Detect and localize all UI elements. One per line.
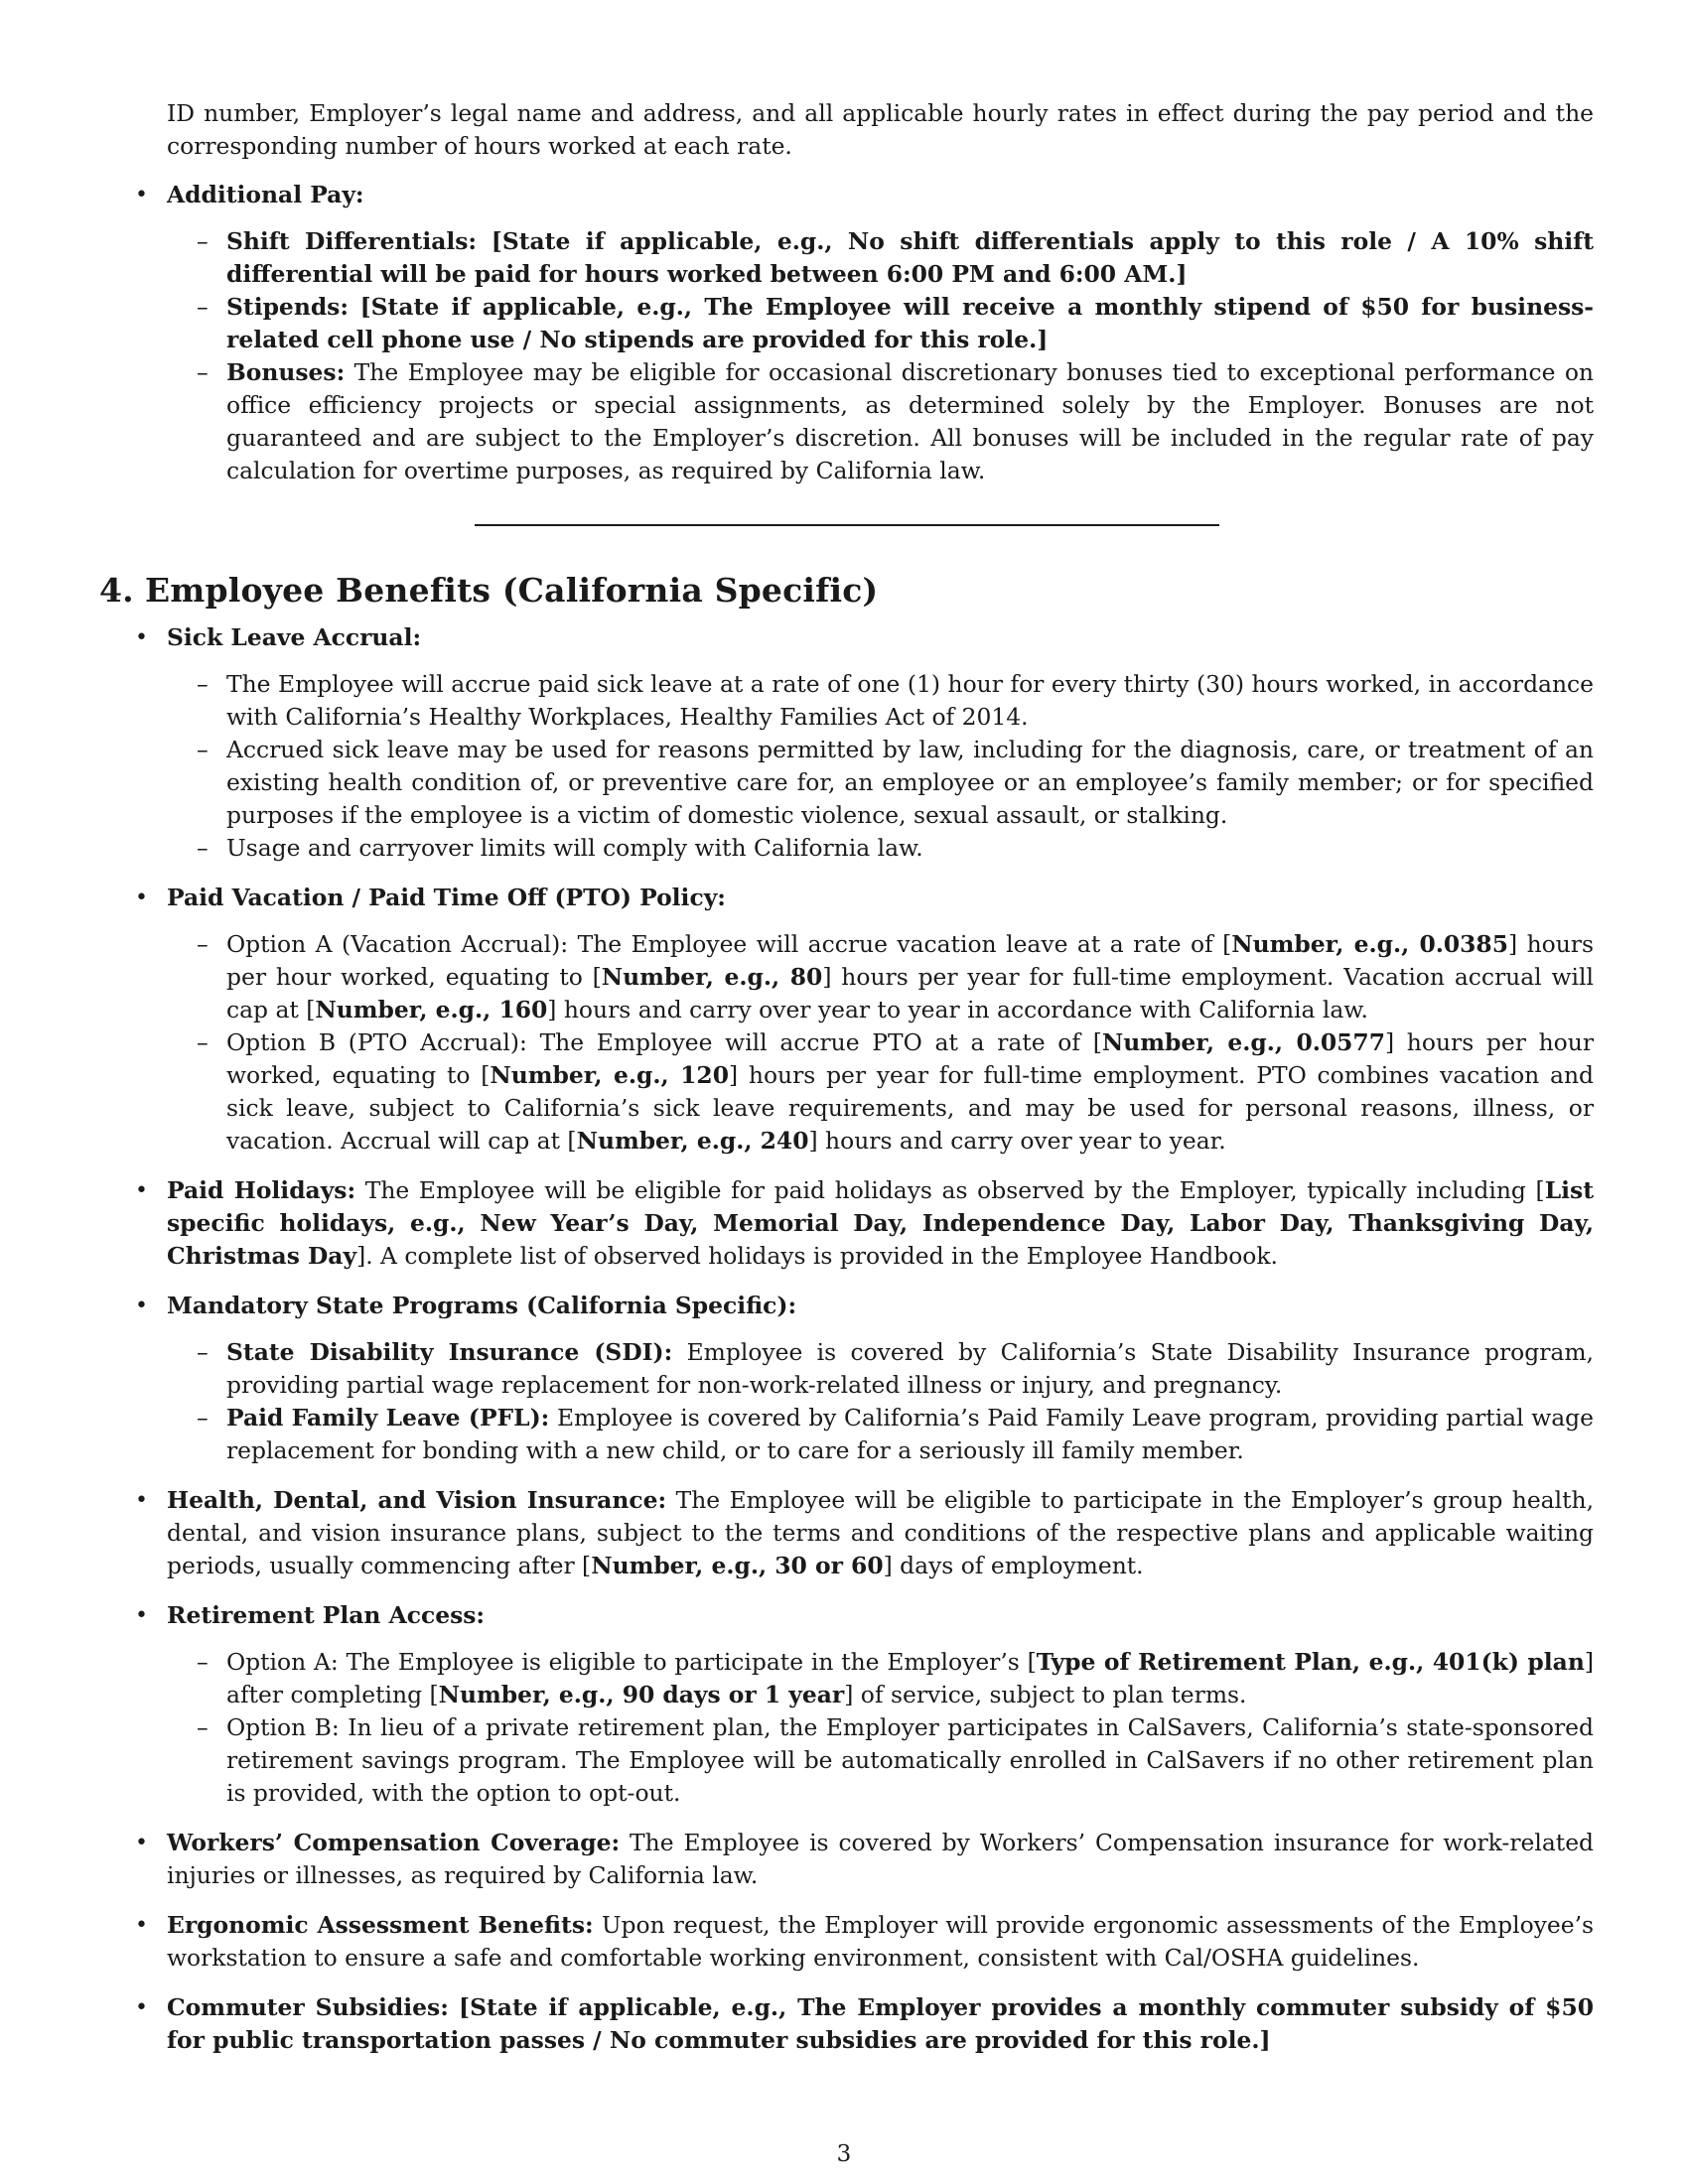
retirement-heading: • Retirement Plan Access: [99,1599,1594,1632]
list-item: – Bonuses: The Employee may be eligible for occasional discretionary bonuses tied to exceptional performance on office efficiency projects or special assignments, as determined solely by the Employer. Bonuses are not guaranteed and are subject to the Employer’s discretion. All bonuses will be included in the regular rate of pay calculation for overtime purposes, as required by California law. [99,356,1594,487]
workers-comp-item: • Workers’ Compensation Coverage: The Employee is covered by Workers’ Compensation insurance for work-related injuries or illnesses, as required by California law. [99,1827,1594,1892]
list-item: – Accrued sick leave may be used for reasons permitted by law, including for the diagnosis, care, or treatment of an existing health condition of, or preventive care for, an employee or an employee’s family member; or for specified purposes if the employee is a victim of domestic violence, sexual assault, or stalking. [99,734,1594,832]
pto-heading: • Paid Vacation / Paid Time Off (PTO) Policy: [99,882,1594,914]
list-item: – State Disability Insurance (SDI): Employee is covered by California’s State Disability Insurance program, providing partial wage replacement for non-work-related illness or injury, and pregnancy. [99,1336,1594,1402]
document-page [99,97,1594,2057]
health-insurance-item: • Health, Dental, and Vision Insurance: The Employee will be eligible to participate in the Employer’s group health, dental, and vision insurance plans, subject to the terms and conditions of the respective plans and applicable waiting periods, usually commencing after [Number, e.g., 30 or 60] days of employment. [99,1484,1594,1582]
additional-pay-heading: • Additional Pay: [99,179,1594,211]
sick-leave-heading: • Sick Leave Accrual: [99,621,1594,654]
intro-paragraph: ID number, Employer’s legal name and address, and all applicable hourly rates in effect during the pay period and the corresponding number of hours worked at each rate. [167,99,1594,160]
pto-list [99,928,1594,1158]
state-programs-list [99,1336,1594,1467]
list-item: – Shift Differentials: [State if applicable, e.g., No shift differentials apply to this role / A 10% shift differential will be paid for hours worked between 6:00 PM and 6:00 AM.] [99,225,1594,291]
list-item: – Option A (Vacation Accrual): The Employee will accrue vacation leave at a rate of [Number, e.g., 0.0385] hours per hour worked, equating to [Number, e.g., 80] hours per year for full-time employment. Vacation accrual will cap at [Number, e.g., 160] hours and carry over year to year in accordance with California law. [99,928,1594,1026]
commuter-item: • Commuter Subsidies: [State if applicable, e.g., The Employer provides a monthly commuter subsidy of $50 for public transportation passes / No commuter subsidies are provided for this role.] [99,1991,1594,2057]
additional-pay-list [99,225,1594,487]
list-item: – Paid Family Leave (PFL): Employee is covered by California’s Paid Family Leave program, providing partial wage replacement for bonding with a new child, or to care for a seriously ill family member. [99,1402,1594,1467]
sick-leave-list [99,668,1594,865]
list-item: – Option A: The Employee is eligible to participate in the Employer’s [Type of Retirement Plan, e.g., 401(k) plan] after completing [Number, e.g., 90 days or 1 year] of service, subject to plan terms. [99,1646,1594,1711]
list-item: – The Employee will accrue paid sick leave at a rate of one (1) hour for every thirty (30) hours worked, in accordance with California’s Healthy Workplaces, Healthy Families Act of 2014. [99,668,1594,734]
page-number: 3 [836,2141,852,2167]
list-item: – Usage and carryover limits will comply with California law. [99,832,1594,865]
state-programs-heading: • Mandatory State Programs (California Specific): [99,1290,1594,1322]
section-heading: 4. Employee Benefits (California Specific) [99,571,879,610]
paid-holidays-item: • Paid Holidays: The Employee will be eligible for paid holidays as observed by the Employer, typically including [List specific holidays, e.g., New Year’s Day, Memorial Day, Independence Day, Labor Day, Thanksgiving Day, Christmas Day]. A complete list of observed holidays is provided in the Employee Handbook. [99,1174,1594,1273]
list-item: – Option B: In lieu of a private retirement plan, the Employer participates in CalSavers, California’s state-sponsored retirement savings program. The Employee will be automatically enrolled in CalSavers if no other retirement plan is provided, with the option to opt-out. [99,1711,1594,1810]
section-divider [475,524,1219,526]
list-item: – Option B (PTO Accrual): The Employee will accrue PTO at a rate of [Number, e.g., 0.0577] hours per hour worked, equating to [Number, e.g., 120] hours per year for full-time employment. PTO combines vacation and sick leave, subject to California’s sick leave requirements, and may be used for personal reasons, illness, or vacation. Accrual will cap at [Number, e.g., 240] hours and carry over year to year. [99,1026,1594,1158]
list-item: – Stipends: [State if applicable, e.g., The Employee will receive a monthly stipend of $50 for business-related cell phone use / No stipends are provided for this role.] [99,291,1594,356]
retirement-list [99,1646,1594,1810]
ergonomic-item: • Ergonomic Assessment Benefits: Upon request, the Employer will provide ergonomic assessments of the Employee’s workstation to ensure a safe and comfortable working environment, consistent with Cal/OSHA guidelines. [99,1909,1594,1975]
